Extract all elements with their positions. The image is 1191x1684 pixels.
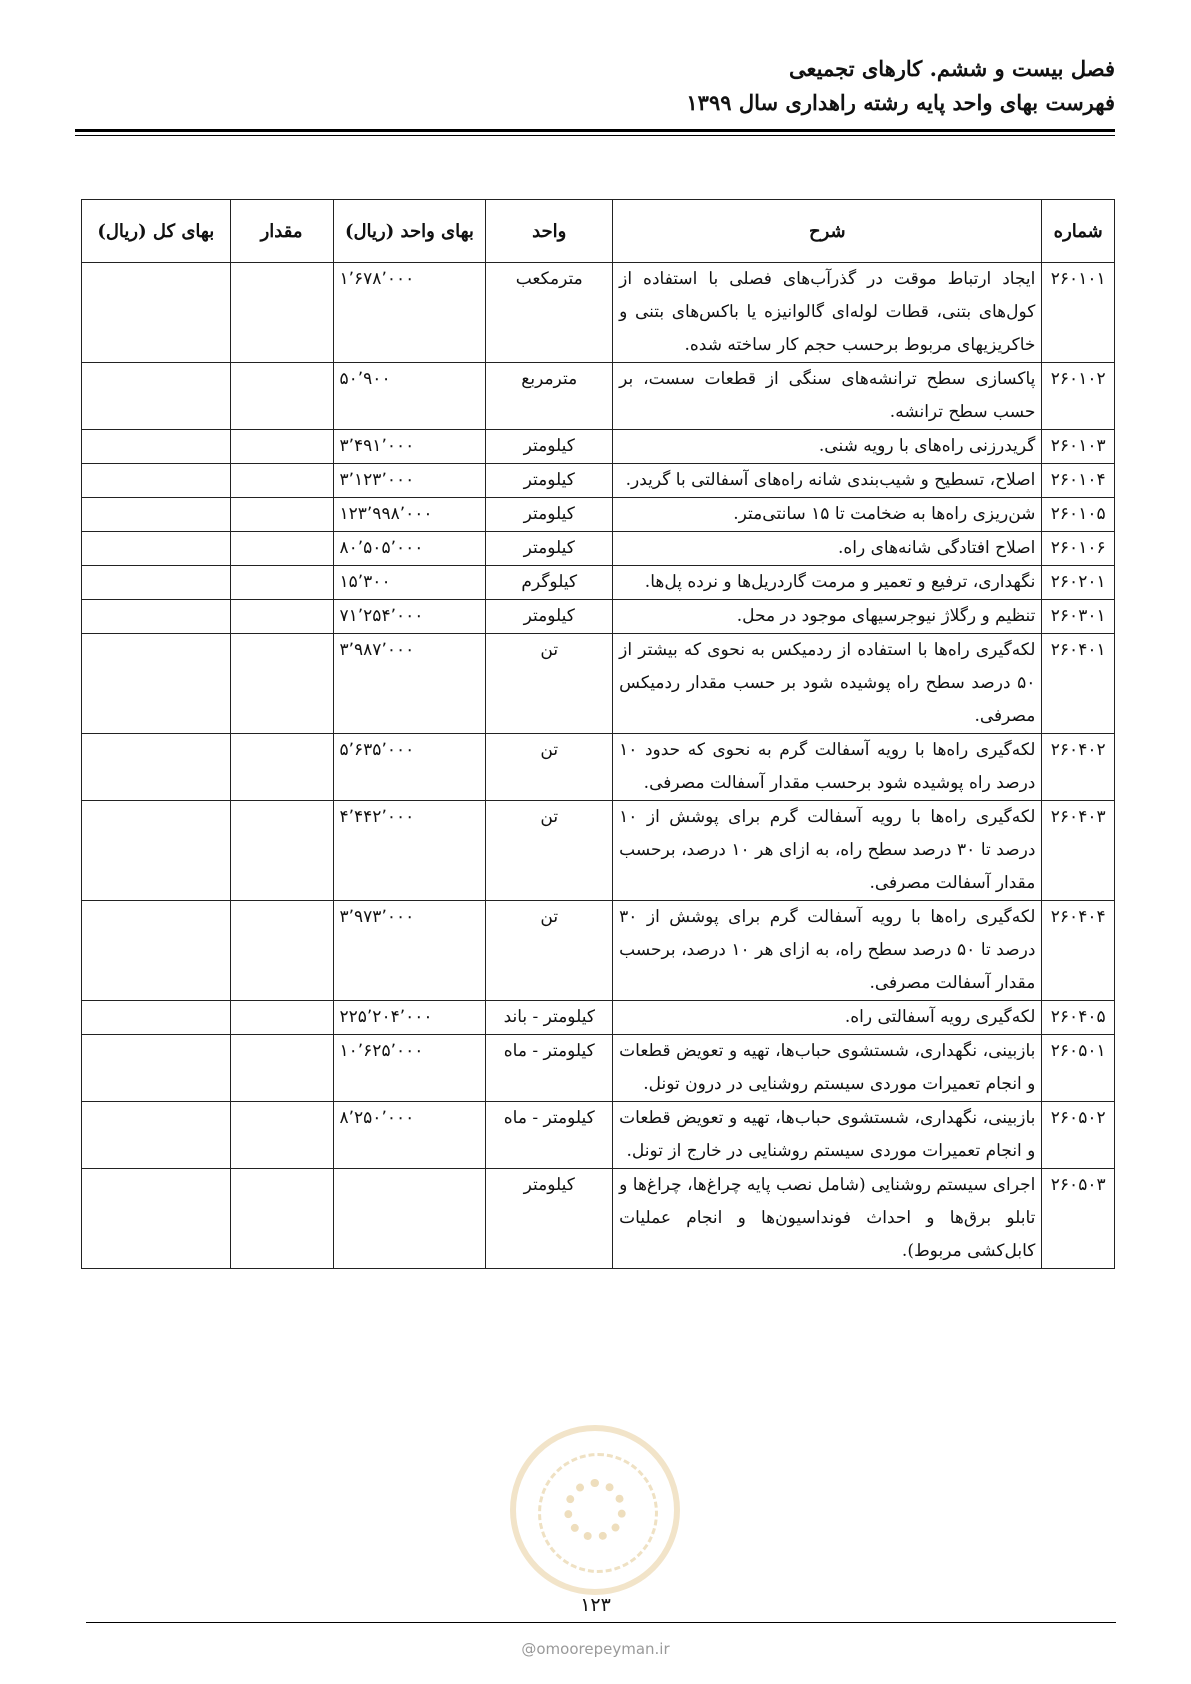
total-cell	[82, 464, 231, 498]
quantity-cell	[230, 464, 333, 498]
total-cell	[82, 1169, 231, 1269]
seal-stamp-image	[510, 1425, 680, 1595]
price-list-table	[81, 199, 1115, 1269]
table-row	[82, 1001, 1115, 1035]
unit-price-cell: ۱۰٬۶۲۵٬۰۰۰	[333, 1035, 486, 1102]
table-row	[82, 430, 1115, 464]
total-cell	[82, 734, 231, 801]
unit-price-cell: ۸۰٬۵۰۵٬۰۰۰	[333, 532, 486, 566]
unit-cell: کیلومتر	[486, 498, 613, 532]
unit-price-cell: ۱۵٬۳۰۰	[333, 566, 486, 600]
description-cell: لکه‌گیری راه‌ها با استفاده از ردمیکس به نحوی که بیشتر از ۵۰ درصد سطح راه پوشیده شود بر حسب مقدار ردمیکس مصرفی.	[613, 634, 1042, 734]
column-header-unit: واحد	[486, 200, 613, 263]
code-cell: ۲۶۰۱۰۴	[1042, 464, 1115, 498]
quantity-cell	[230, 498, 333, 532]
description-cell: اصلاح افتادگی شانه‌های راه.	[613, 532, 1042, 566]
unit-cell: مترمربع	[486, 363, 613, 430]
total-cell	[82, 801, 231, 901]
page-header	[75, 52, 1115, 120]
total-cell	[82, 566, 231, 600]
quantity-cell	[230, 634, 333, 734]
unit-cell: کیلومتر	[486, 532, 613, 566]
total-cell	[82, 901, 231, 1001]
total-cell	[82, 600, 231, 634]
table-header-row	[82, 200, 1115, 263]
table-row	[82, 498, 1115, 532]
total-cell	[82, 532, 231, 566]
description-cell: ایجاد ارتباط موقت در گذرآب‌های فصلی با استفاده از کول‌های بتنی، قطات لوله‌ای گالوانیزه یا باکس‌های بتنی و خاکریزیهای مربوط برحسب حجم کار ساخته شده.	[613, 263, 1042, 363]
total-cell	[82, 1102, 231, 1169]
unit-cell: کیلومتر	[486, 1169, 613, 1269]
table-row	[82, 600, 1115, 634]
quantity-cell	[230, 901, 333, 1001]
description-cell: نگهداری، ترفیع و تعمیر و مرمت گاردریل‌ها و نرده پل‌ها.	[613, 566, 1042, 600]
unit-price-cell: ۸٬۲۵۰٬۰۰۰	[333, 1102, 486, 1169]
header-rule-thin	[75, 135, 1115, 136]
table-row	[82, 532, 1115, 566]
unit-cell: کیلومتر	[486, 464, 613, 498]
code-cell: ۲۶۰۴۰۵	[1042, 1001, 1115, 1035]
code-cell: ۲۶۰۱۰۱	[1042, 263, 1115, 363]
description-cell: اجرای سیستم روشنایی (شامل نصب پایه چراغ‌ها، چراغ‌ها و تابلو برق‌ها و احداث فونداسیون‌ها و انجام عملیات کابل‌کشی مربوط).	[613, 1169, 1042, 1269]
quantity-cell	[230, 734, 333, 801]
unit-price-cell	[333, 1169, 486, 1269]
total-cell	[82, 1001, 231, 1035]
quantity-cell	[230, 600, 333, 634]
code-cell: ۲۶۰۴۰۴	[1042, 901, 1115, 1001]
table-row	[82, 901, 1115, 1001]
total-cell	[82, 263, 231, 363]
table-row	[82, 734, 1115, 801]
footer-rule	[86, 1622, 1116, 1623]
code-cell: ۲۶۰۴۰۳	[1042, 801, 1115, 901]
code-cell: ۲۶۰۱۰۲	[1042, 363, 1115, 430]
description-cell: لکه‌گیری راه‌ها با رویه آسفالت گرم برای پوشش از ۱۰ درصد تا ۳۰ درصد سطح راه، به ازای هر ۱۰ درصد، برحسب مقدار آسفالت مصرفی.	[613, 801, 1042, 901]
table-row	[82, 801, 1115, 901]
column-header-description: شرح	[613, 200, 1042, 263]
description-cell: اصلاح، تسطیح و شیب‌بندی شانه راه‌های آسفالتی با گریدر.	[613, 464, 1042, 498]
code-cell: ۲۶۰۳۰۱	[1042, 600, 1115, 634]
unit-cell: کیلوگرم	[486, 566, 613, 600]
code-cell: ۲۶۰۱۰۳	[1042, 430, 1115, 464]
unit-price-cell: ۳٬۹۷۳٬۰۰۰	[333, 901, 486, 1001]
quantity-cell	[230, 1035, 333, 1102]
unit-price-cell: ۳٬۱۲۳٬۰۰۰	[333, 464, 486, 498]
quantity-cell	[230, 1169, 333, 1269]
column-header-total: بهای کل (ریال)	[82, 200, 231, 263]
unit-cell: کیلومتر	[486, 600, 613, 634]
table-row	[82, 1169, 1115, 1269]
code-cell: ۲۶۰۵۰۳	[1042, 1169, 1115, 1269]
description-cell: بازبینی، نگهداری، شستشوی حباب‌ها، تهیه و تعویض قطعات و انجام تعمیرات موردی سیستم روشنایی در درون تونل.	[613, 1035, 1042, 1102]
column-header-unit-price: بهای واحد (ریال)	[333, 200, 486, 263]
unit-price-cell: ۵۰٬۹۰۰	[333, 363, 486, 430]
unit-cell: تن	[486, 634, 613, 734]
seal-gear-icon	[564, 1479, 626, 1541]
total-cell	[82, 363, 231, 430]
unit-cell: کیلومتر	[486, 430, 613, 464]
description-cell: بازبینی، نگهداری، شستشوی حباب‌ها، تهیه و تعویض قطعات و انجام تعمیرات موردی سیستم روشنایی در خارج از تونل.	[613, 1102, 1042, 1169]
unit-price-cell: ۳٬۹۸۷٬۰۰۰	[333, 634, 486, 734]
description-cell: لکه‌گیری راه‌ها با رویه آسفالت گرم به نحوی که حدود ۱۰ درصد راه پوشیده شود برحسب مقدار آسفالت مصرفی.	[613, 734, 1042, 801]
code-cell: ۲۶۰۴۰۲	[1042, 734, 1115, 801]
chapter-title: فصل بیست و ششم. کارهای تجمیعی	[789, 56, 1115, 81]
quantity-cell	[230, 801, 333, 901]
column-header-quantity: مقدار	[230, 200, 333, 263]
description-cell: لکه‌گیری رویه آسفالتی راه.	[613, 1001, 1042, 1035]
code-cell: ۲۶۰۵۰۲	[1042, 1102, 1115, 1169]
unit-cell: کیلومتر - باند	[486, 1001, 613, 1035]
watermark-text: @omoorepeyman.ir	[521, 1640, 670, 1658]
unit-cell: تن	[486, 901, 613, 1001]
code-cell: ۲۶۰۵۰۱	[1042, 1035, 1115, 1102]
description-cell: گریدرزنی راه‌های با رویه شنی.	[613, 430, 1042, 464]
code-cell: ۲۶۰۴۰۱	[1042, 634, 1115, 734]
table-row	[82, 566, 1115, 600]
table-row	[82, 263, 1115, 363]
quantity-cell	[230, 430, 333, 464]
quantity-cell	[230, 263, 333, 363]
code-cell: ۲۶۰۱۰۵	[1042, 498, 1115, 532]
header-rule-thick	[75, 129, 1115, 132]
description-cell: تنظیم و رگلاژ نیوجرسیهای موجود در محل.	[613, 600, 1042, 634]
quantity-cell	[230, 532, 333, 566]
quantity-cell	[230, 1102, 333, 1169]
unit-cell: کیلومتر - ماه	[486, 1102, 613, 1169]
code-cell: ۲۶۰۱۰۶	[1042, 532, 1115, 566]
unit-cell: تن	[486, 801, 613, 901]
unit-price-cell: ۲۲۵٬۲۰۴٬۰۰۰	[333, 1001, 486, 1035]
document-title: فهرست بهای واحد پایه رشته راهداری سال ۱۳۹۹	[686, 90, 1115, 115]
unit-price-cell: ۵٬۶۳۵٬۰۰۰	[333, 734, 486, 801]
quantity-cell	[230, 363, 333, 430]
total-cell	[82, 498, 231, 532]
unit-cell: مترمکعب	[486, 263, 613, 363]
unit-price-cell: ۴٬۴۴۲٬۰۰۰	[333, 801, 486, 901]
total-cell	[82, 1035, 231, 1102]
unit-price-cell: ۷۱٬۲۵۴٬۰۰۰	[333, 600, 486, 634]
unit-price-cell: ۱٬۶۷۸٬۰۰۰	[333, 263, 486, 363]
unit-price-cell: ۱۲۳٬۹۹۸٬۰۰۰	[333, 498, 486, 532]
table-row	[82, 363, 1115, 430]
description-cell: لکه‌گیری راه‌ها با رویه آسفالت گرم برای پوشش از ۳۰ درصد تا ۵۰ درصد سطح راه، به ازای هر ۱۰ درصد، برحسب مقدار آسفالت مصرفی.	[613, 901, 1042, 1001]
unit-cell: تن	[486, 734, 613, 801]
table-row	[82, 1035, 1115, 1102]
description-cell: شن‌ریزی راه‌ها به ضخامت تا ۱۵ سانتی‌متر.	[613, 498, 1042, 532]
page-number: ۱۲۳	[580, 1594, 611, 1616]
table-row	[82, 464, 1115, 498]
table-row	[82, 634, 1115, 734]
total-cell	[82, 430, 231, 464]
quantity-cell	[230, 1001, 333, 1035]
quantity-cell	[230, 566, 333, 600]
code-cell: ۲۶۰۲۰۱	[1042, 566, 1115, 600]
unit-cell: کیلومتر - ماه	[486, 1035, 613, 1102]
unit-price-cell: ۳٬۴۹۱٬۰۰۰	[333, 430, 486, 464]
total-cell	[82, 634, 231, 734]
description-cell: پاکسازی سطح ترانشه‌های سنگی از قطعات سست، بر حسب سطح ترانشه.	[613, 363, 1042, 430]
table-row	[82, 1102, 1115, 1169]
column-header-code: شماره	[1042, 200, 1115, 263]
